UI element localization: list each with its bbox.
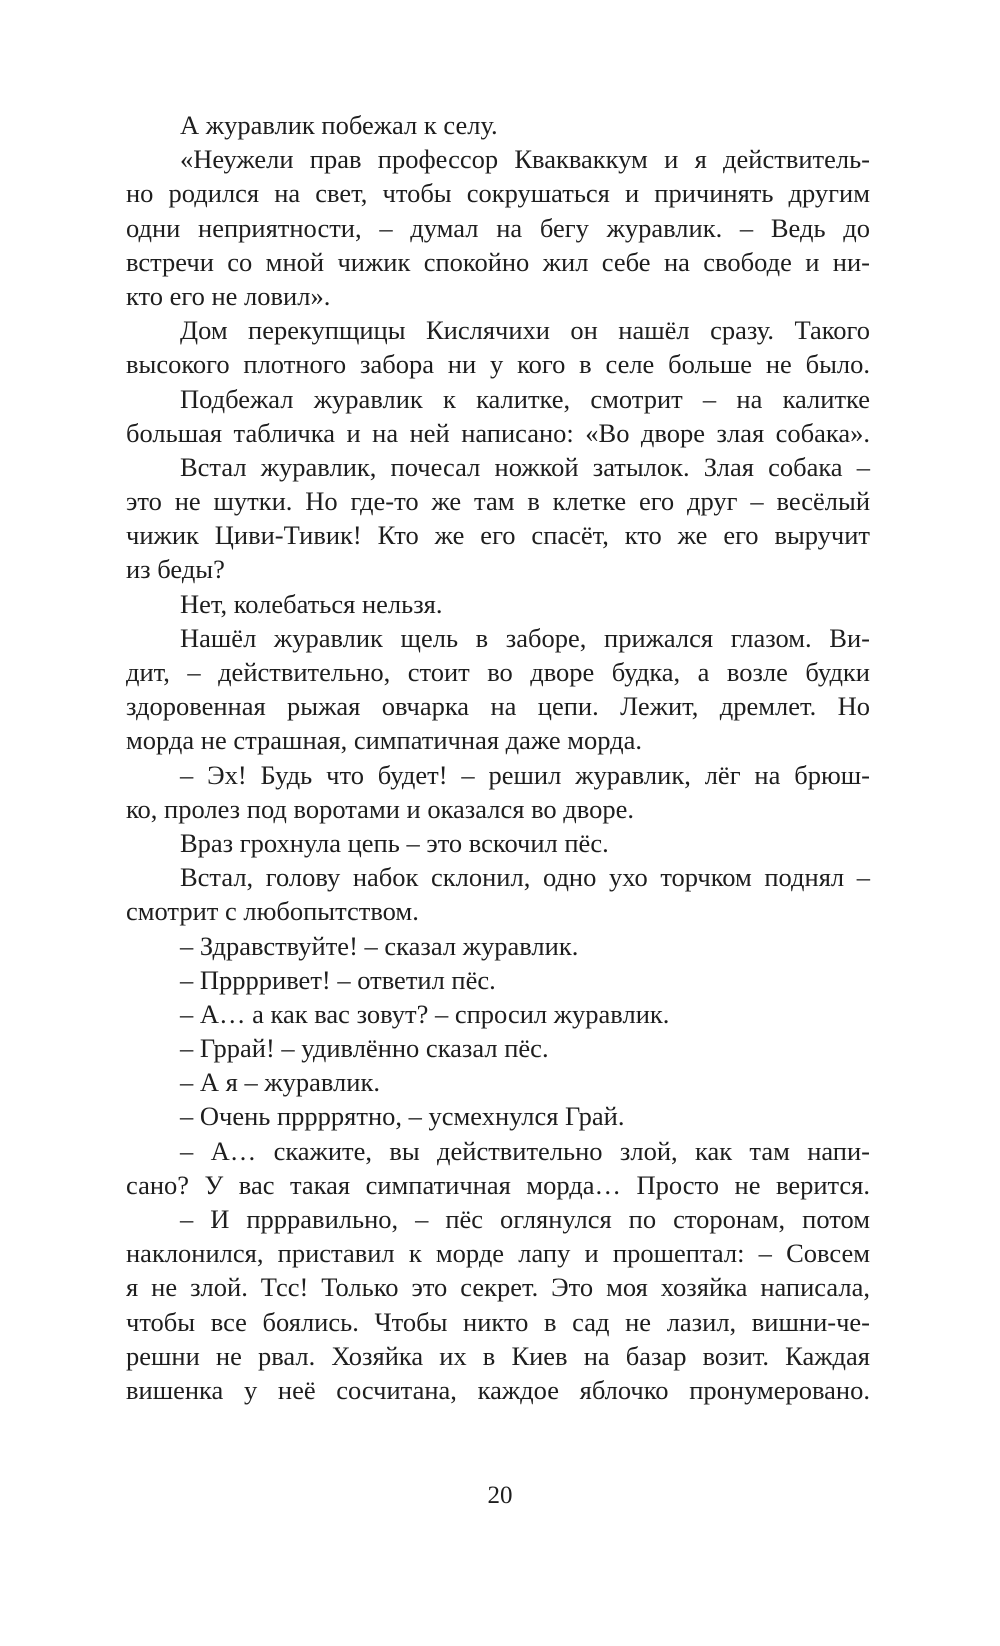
text-line: – А… скажите, вы действительно злой, как там напи- — [180, 1135, 870, 1166]
text-line: встречи со мной чижик спокойно жил себе на свободе и ни- — [126, 246, 870, 277]
text-line: Нет, колебаться нельзя. — [180, 588, 443, 619]
text-line: – Очень пррррятно, – усмехнулся Грай. — [180, 1101, 625, 1132]
text-line: – Эх! Будь что будет! – решил журавлик, лёг на брюш- — [180, 759, 870, 790]
text-line: Дом перекупщицы Кислячихи он нашёл сразу. Такого — [180, 315, 870, 346]
text-line: – И пррравильно, – пёс оглянулся по сторонам, потом — [180, 1204, 870, 1234]
text-line: это не шутки. Но где-то же там в клетке его друг – весёлый — [126, 486, 870, 517]
text-line: – Гррай! – удивлённо сказал пёс. — [180, 1033, 549, 1064]
text-line: дит, – действительно, стоит во дворе будка, а возле будки — [126, 657, 870, 687]
text-line: большая табличка и на ней написано: «Во дворе злая собака». — [126, 417, 870, 448]
text-line: решни не рвал. Хозяйка их в Киев на базар возит. Каждая — [126, 1340, 870, 1371]
page-number: 20 — [487, 1482, 513, 1509]
text-line: – Здравствуйте! – сказал журавлик. — [180, 930, 579, 961]
text-line: из беды? — [126, 554, 225, 585]
text-line: морда не страшная, симпатичная даже морда. — [126, 725, 643, 756]
text-line: смотрит с любопытством. — [126, 896, 419, 927]
text-line: Нашёл журавлик щель в заборе, прижался глазом. Ви- — [180, 622, 870, 653]
text-line: чтобы все боялись. Чтобы никто в сад не лазил, вишни-че- — [126, 1306, 870, 1337]
text-line: Встал журавлик, почесал ножкой затылок. Злая собака – — [180, 451, 870, 482]
text-line: наклонился, приставил к морде лапу и прошептал: – Совсем — [126, 1238, 870, 1269]
text-line: Встал, голову набок склонил, одно ухо торчком поднял – — [180, 862, 870, 893]
text-line: я не злой. Тсс! Только это секрет. Это моя хозяйка написала, — [126, 1272, 870, 1303]
text-line: «Неужели прав профессор Квакваккум и я действитель- — [180, 144, 870, 175]
text-line: А журавлик побежал к селу. — [180, 110, 498, 140]
text-line: Враз грохнула цепь – это вскочил пёс. — [180, 827, 609, 858]
text-line: чижик Циви-Тивик! Кто же его спасёт, кто же его выручит — [126, 520, 870, 551]
text-line: Подбежал журавлик к калитке, смотрит – на калитке — [180, 383, 870, 414]
text-line: кто его не ловил». — [126, 280, 331, 311]
text-line: – А… а как вас зовут? – спросил журавлик. — [180, 998, 670, 1029]
text-line: ко, пролез под воротами и оказался во дворе. — [126, 793, 634, 824]
body-text — [126, 108, 870, 1407]
text-line: вишенка у неё сосчитана, каждое яблочко пронумеровано. — [126, 1374, 870, 1405]
text-line: – А я – журавлик. — [180, 1067, 380, 1098]
text-line: но родился на свет, чтобы сокрушаться и причинять другим — [126, 178, 870, 209]
text-line: – Прррривет! – ответил пёс. — [180, 964, 496, 995]
text-line: здоровенная рыжая овчарка на цепи. Лежит, дремлет. Но — [126, 691, 870, 722]
text-line: сано? У вас такая симпатичная морда… Просто не верится. — [126, 1169, 870, 1200]
text-line: высокого плотного забора ни у кого в селе больше не было. — [126, 349, 870, 380]
text-line: одни неприятности, – думал на бегу журавлик. – Ведь до — [126, 212, 870, 243]
